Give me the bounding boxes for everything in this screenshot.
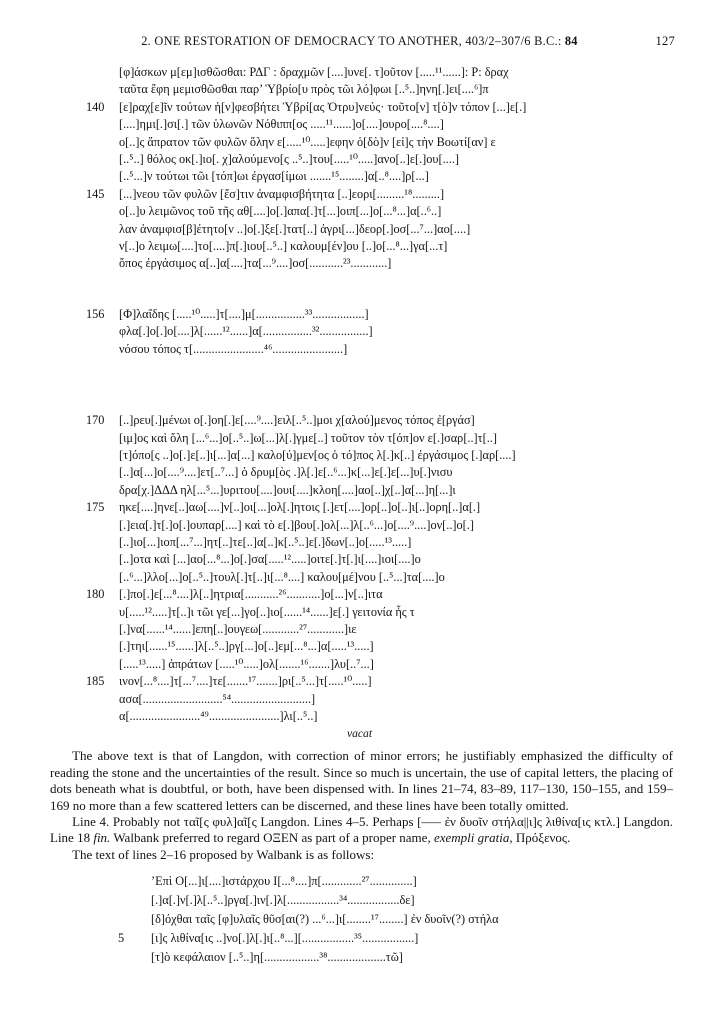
walbank-text-block: [0, 872, 719, 967]
inscription-line: [86, 551, 719, 568]
line-number: [118, 948, 151, 967]
inscription-line: [86, 621, 719, 638]
line-text: [ιμ]ος καὶ ὅλη [...⁶...]ο[..⁵..]ω[...]λ[.]γμε[..] τοῦτον τὸν τ[όπ]ον ε[.]σαρ[..]τ[..]: [119, 430, 497, 445]
inscription-block-lines-170-187: [0, 412, 719, 725]
line-text: [Φ]λαΐδης [.....¹⁰.....]τ[....]μ[................³³.................]: [119, 306, 369, 321]
line-number: [86, 168, 119, 185]
inscription-line: [86, 586, 719, 603]
inscription-line: [86, 708, 719, 725]
line-text: ο[..]υ λειμῶνος τοῦ τῆς αθ[....]ο[.]απα[.]τ[...]οιπ[...]ο[...⁸...]α[..⁶..]: [119, 204, 442, 219]
line-number: [86, 691, 119, 708]
line-text: ’Επὶ Ο[...]ι[....]ιστάρχου Ι[...⁸....]π[.............²⁷..............]: [151, 874, 417, 889]
line-text: ο[..]ς ἄπρατον τῶν φυλῶν ὅλην ε[.....¹⁰.....]εφην ὁ[δὸ]ν [εἰ]ς τὴν Βοωτί[αν] ε: [119, 134, 496, 149]
page-number: 127: [655, 34, 675, 48]
inscription-line: [86, 306, 719, 323]
line-number: [86, 621, 119, 638]
line-text: ν[..]ο λειμω[....]το[....]π[.]ιου[..⁵..] καλουμ[έν]ου [..]ο[...⁸...]γα[...τ]: [119, 239, 448, 254]
line-text: υ[.....¹².....]τ[..]ι τῶι γε[...]γο[..]ιο[......¹⁴......]ε[.] γειτονία ἧς τ: [119, 604, 415, 619]
line-number: [86, 534, 119, 551]
line-text: [..⁵...]ν τούτωι τῶι [τόπ]ωι ἐργασ[ίμωι .......¹⁵........]α[..⁸....]ρ[...]: [119, 169, 429, 184]
line-text: ηκε[....]ηνε[..]αω[....]ν[..]οι[...]ολ[.]ητοις [.]ετ[....]ορ[..]ο[..]ι[..]ορη[..]α[.]: [119, 500, 481, 515]
italic-text: fin.: [93, 830, 111, 846]
inscription-block-lines-138-149: [0, 64, 719, 273]
inscription-line: [86, 430, 719, 447]
inscription-line: [86, 99, 719, 116]
plain-text: , Πρόξενος.: [509, 830, 571, 846]
line-text: [....]ημι[.]σι[.] τῶν ὑλωνῶν Νόθιππ[ος .....¹¹......]ο[....]ουρο[....⁸....]: [119, 117, 444, 132]
line-number: [86, 569, 119, 586]
line-text: [..]οτα καὶ [...]αο[...⁸...]ο[.]σα[.....¹².....]οιτε[.]τ[.]ι[....]ιοι[....]ο: [119, 552, 421, 567]
line-number: [118, 872, 151, 891]
line-number: [86, 221, 119, 238]
inscription-line: [86, 464, 719, 481]
line-text: [τ]ὸ κεφάλαιον [..⁵..]η[..................³⁸...................τῶ]: [151, 950, 403, 965]
inscription-line: [86, 656, 719, 673]
line-text: [..]ιο[...]ιοπ[...⁷...]ητ[..]τε[..]α[..]κ[..⁵..]ε[.]δων[..]ο[.....¹³.....]: [119, 534, 412, 549]
inscription-line: [86, 221, 719, 238]
line-number: [86, 116, 119, 133]
line-text: [..⁶...]λλο[...]ο[..⁵..]τουλ[.]τ[..]ι[...⁸....] καλου[μέ]νου [..⁵...]τα[....]ο: [119, 569, 445, 584]
line-number: 5: [118, 931, 125, 946]
inscription-line: [86, 412, 719, 429]
line-number: [118, 910, 151, 929]
line-text: ινον[...⁸....]τ[...⁷....]τε[.......¹⁷.......]ρι[..⁵...]τ[.....¹⁰.....]: [119, 674, 372, 689]
inscription-line: [86, 81, 719, 98]
line-number: [86, 604, 119, 621]
commentary-paragraph-1: The above text is that of Langdon, with correction of minor errors; he justifiably emphasized the difficulty of reading the stone and the uncertainties of the result. Since so much is uncertain, the use of capital letters, the placing of dots beneath what is doubtful, or both, have been dispensed with. In lines 21–74, 83–89, 117–130, 150–155, and 159–169 no more than a few scattered letters can be discerned, and these lines have been totally omitted.: [50, 748, 673, 813]
line-text: ταῦτα ἔφη μεμισθῶσθαι παρ’ Ὑβρίο[υ πρὸς τῶι λό]φωι [..⁵..]ηνη[.]ει[....⁶]π: [119, 82, 489, 97]
line-number: [86, 447, 119, 464]
line-number: 170: [86, 413, 105, 428]
line-text: [.....¹³.....] ἀπράτων [.....¹⁰.....]ολ[.......¹⁶.......]λυ[..⁷...]: [119, 656, 374, 671]
line-number: [86, 255, 119, 272]
line-text: ασα[..........................⁵⁴..........................]: [119, 691, 316, 706]
inscription-line: [118, 948, 719, 967]
line-number: 140: [86, 99, 105, 114]
line-number: [86, 482, 119, 499]
line-text: [τ]όπο[ς ..]ο[.]ε[..]ι[...]α[...] καλο[ύ]μεν[ος ὁ τό]πος λ[.]κ[..] ἐργάσιμος [.]αρ[....]: [119, 447, 516, 462]
inscription-line: [86, 203, 719, 220]
line-number: [118, 891, 151, 910]
italic-text: exempli gratia: [433, 830, 510, 846]
plain-text: Walbank preferred to regard ΟΞΕΝ as part of a proper name,: [110, 830, 434, 846]
inscription-line: [86, 517, 719, 534]
line-text: [..⁵..] θόλος οκ[.]ιο[. χ]αλούμενο[ς ..⁵..]του[.....¹⁰.....]ανο[..]ε[.]ου[....]: [119, 152, 459, 167]
inscription-line: [86, 569, 719, 586]
line-text: [.]πο[.]ε[...⁸....]λ[..]ητρια[...........²⁶...........]ο[...]ν[..]ιτα: [119, 587, 383, 602]
inscription-line: [86, 499, 719, 516]
line-number: [86, 708, 119, 725]
document-number: 84: [564, 34, 578, 48]
line-text: δρα[χ.]ΔΔΔ ηλ[...⁵...]υριτου[....]ουι[....]κλοη[....]αο[..]χ[..]α[...]η[...]ι: [119, 482, 456, 497]
inscription-line: [118, 910, 719, 929]
line-number: [86, 151, 119, 168]
inscription-line: [86, 238, 719, 255]
line-number: 156: [86, 306, 105, 321]
line-text: [...]νεου τῶν φυλῶν [ἔσ]τιν ἀναμφισβήτητα [..]εορι[.........¹⁸.........]: [119, 186, 445, 201]
inscription-line: [86, 116, 719, 133]
inscription-line: [118, 872, 719, 891]
line-number: [86, 81, 119, 98]
inscription-line: [86, 186, 719, 203]
line-text: λαν ἀναμφισ[β]έτητο[ν ..]ο[.]ξε[.]τατ[..] ἀγρι[...]δεορ[.]οσ[...⁷...]αο[....]: [119, 221, 471, 236]
line-number: [86, 238, 119, 255]
line-text: [ι]ς λιθίνα[ις ..]νο[.]λ[.]ι[..⁸...][.................³⁵.................]: [151, 931, 419, 946]
line-text: [.]α[.]ν[.]λ[..⁵..]ργα[.]ιν[.]λ[.................³⁴.................δε]: [151, 893, 415, 908]
plain-text: Line 4. Probably not ταῖ[ς φυλ]αῖ[ς Langdon. Lines 4–5. Perhaps [––– ἐν δυοῖν στήλα||ι]ς λιθίνα[ις κτλ.] Langdon. Line 18: [50, 814, 673, 846]
inscription-line: [86, 151, 719, 168]
commentary-paragraph-3: The text of lines 2–16 proposed by Walbank is as follows:: [72, 846, 375, 862]
line-number: 145: [86, 186, 105, 201]
inscription-line: [118, 891, 719, 910]
line-number: [86, 430, 119, 447]
line-text: [.]τηι[......¹⁵......]λ[..⁵..]ργ[...]ο[..]εμ[...⁸...]α[.....¹³.....]: [119, 639, 374, 654]
inscription-line: [86, 534, 719, 551]
line-text: [..]α[...]ο[....⁹....]ετ[..⁷...] ὁ δρυμ[ὸς .]λ[.]ε[..⁶...]κ[...]ε[.]ε[...]υ[.]νισυ: [119, 465, 453, 480]
inscription-line: [86, 673, 719, 690]
running-head-text: 2. ONE RESTORATION OF DEMOCRACY TO ANOTHER, 403/2–307/6 B.C.:: [141, 34, 565, 48]
inscription-line: [86, 134, 719, 151]
inscription-line: [86, 323, 719, 340]
line-number: [86, 203, 119, 220]
line-number: [86, 656, 119, 673]
inscription-line: [86, 168, 719, 185]
line-text: φλα[.]ο[.]ο[....]λ[......¹²......]α[................³²................]: [119, 324, 373, 339]
line-number: [86, 517, 119, 534]
inscription-line: [86, 604, 719, 621]
line-text: [ε]ραχ[ε]ῖν τούτων ἠ[ν]φεσβήτει Ὑβρί[ας Ὀτρυ]νεύς· τοῦτο[ν] τ[ὸ]ν τόπον [...]ε[.]: [119, 99, 527, 114]
vacat-label: vacat: [346, 727, 373, 741]
inscription-block-lines-156-158: [0, 306, 719, 358]
line-number: 180: [86, 587, 105, 602]
line-text: [.]εια[.]τ[.]ο[.]ουπαρ[....] καὶ τὸ ε[.]βου[.]ολ[...]λ[..⁶...]ο[....⁹....]ον[..]ο[.]: [119, 517, 474, 532]
line-number: [86, 551, 119, 568]
inscription-line: [86, 64, 719, 81]
inscription-line: [118, 929, 719, 948]
line-number: [86, 464, 119, 481]
line-number: [86, 638, 119, 655]
line-text: ὅπος ἐργάσιμος α[..]α[....]τα[...⁹....]οσ[...........²³............]: [119, 256, 392, 271]
line-text: [δ]όχθαι ταῖς [φ]υλαῖς θῦσ[αι(?) ...⁶...]ι[........¹⁷........] ἐν δυοῖν(?) στήλα: [151, 912, 499, 927]
line-number: 175: [86, 500, 105, 515]
inscription-line: [86, 691, 719, 708]
line-text: νόσου τόπος τ[.......................⁴⁶.......................]: [119, 341, 348, 356]
commentary-section: [0, 740, 719, 863]
inscription-line: [86, 447, 719, 464]
inscription-line: [86, 482, 719, 499]
line-number: [86, 341, 119, 358]
inscription-line: [86, 341, 719, 358]
commentary-paragraph-2: [50, 814, 673, 847]
line-text: α[.......................⁴⁹.......................]λι[..⁵..]: [119, 709, 318, 723]
line-text: [.]να[......¹⁴......]επη[..]ουγεω[............²⁷............]ιε: [119, 621, 357, 636]
inscription-line: [86, 255, 719, 272]
inscription-line: [86, 638, 719, 655]
line-number: [86, 134, 119, 151]
page-header: [0, 0, 719, 49]
line-text: [..]ρευ[.]μένωι ο[.]οη[.]ε[....⁹....]ειλ[..⁵..]μοι χ[αλού]μενος τόπος ἐ[ργάσ]: [119, 413, 475, 428]
line-number: [86, 323, 119, 340]
line-number: [86, 64, 119, 81]
line-text: [φ]άσκων μ[εμ]ισθῶσθαι: ΡΔΓ : δραχμῶν [....]υνε[. τ]οῦτον [.....¹¹......]: Ρ: δραχ: [119, 65, 509, 79]
line-number: 185: [86, 674, 105, 689]
